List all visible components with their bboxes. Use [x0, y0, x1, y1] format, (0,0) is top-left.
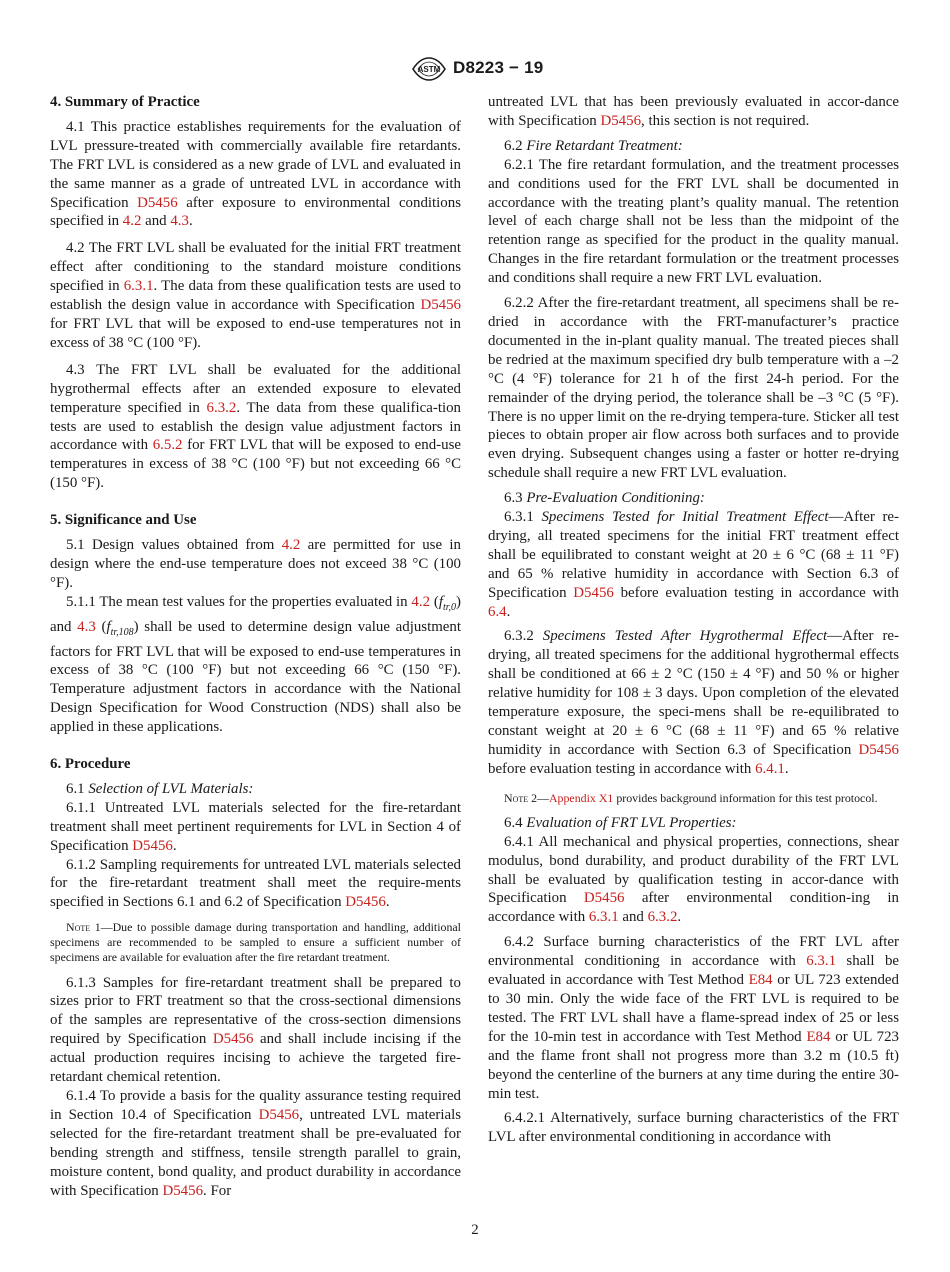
para-6-3: 6.3 Pre-Evaluation Conditioning:	[504, 490, 705, 507]
link-d5456[interactable]: D5456	[162, 1182, 204, 1199]
link-6-3-1[interactable]: 6.3.1	[806, 953, 837, 970]
note-2: Note 2—Appendix X1 provides background information for this test protocol.	[504, 790, 878, 805]
para-6-1-4: 6.1.4 To provide a basis for the quality assurance testing required in Section 10.4 of Specification D5456, untreated LVL materials selected for the fire-retardant treatment shall be pre-evaluated for bending strength and stiffness, tensile strength parallel to grain, moisture content, bond quality, and product durability in accordance with Specification D5456. For	[50, 1088, 461, 1199]
link-4-2[interactable]: 4.2	[281, 537, 301, 554]
para-6-4-2-1: 6.4.2.1 Alternatively, surface burning characteristics of the FRT LVL after environmental conditioning in accordance with	[488, 1110, 899, 1146]
para-4-1: 4.1 This practice establishes requirements for the evaluation of LVL pressure-treated with commercially available fire retardants. The FRT LVL is considered as a new grade of LVL and evaluated in the same manner as a grade of untreated LVL in accordance with Specification D5456 after exposure to environmental conditions specified in 4.2 and 4.3.	[50, 118, 461, 230]
link-6-4[interactable]: 6.4	[488, 603, 507, 620]
link-6-5-2[interactable]: 6.5.2	[152, 437, 183, 454]
link-d5456[interactable]: D5456	[132, 837, 173, 854]
section-4-heading: 4. Summary of Practice	[50, 94, 200, 110]
link-4-2[interactable]: 4.2	[411, 593, 431, 610]
page-number: 2	[471, 1222, 479, 1238]
para-5-1: 5.1 Design values obtained from 4.2 are permitted for use in design where the end-use temperature does not exceed 38 °C (100 °F).	[50, 537, 461, 591]
para-6-2: 6.2 Fire Retardant Treatment:	[504, 137, 683, 154]
link-6-4-1[interactable]: 6.4.1	[755, 760, 785, 777]
link-d5456[interactable]: D5456	[583, 890, 625, 907]
para-6-1-4-continued: untreated LVL that has been previously evaluated in accor-dance with Specification D5456, this section is not required.	[488, 94, 899, 129]
link-d5456[interactable]: D5456	[858, 741, 899, 758]
link-d5456[interactable]: D5456	[212, 1031, 254, 1048]
link-4-2[interactable]: 4.2	[122, 213, 142, 230]
link-appendix-x1[interactable]: Appendix X1	[548, 790, 614, 805]
section-6-heading: 6. Procedure	[50, 756, 131, 773]
para-6-2-1: 6.2.1 The fire retardant formulation, and the treatment processes and conditions used for the FRT LVL shall be documented in accordance with the treating plant’s quality manual. The retention level of each charge shall not be less than the midpoint of the retention range as specified for the product in the quality manual. Changes in the fire retardant formulation or the treatment processes and conditions shall require a new FRT LVL evaluation.	[488, 156, 899, 287]
link-4-3[interactable]: 4.3	[170, 213, 189, 230]
para-6-3-2: 6.3.2 Specimens Tested After Hygrothermal Effect—After re-drying, all treated specimens for the additional hygrothermal effects shall be conditioned at 66 ± 2 °C (150 ± 4 °F) and 50 % or higher relative humidity for 108 ± 3 days. Upon completion of the elevated temperature exposure, the speci-mens shall be re-equilibrated to constant weight at 20 ± 6 °C (68 ± 11 °F) and 65 % relative humidity in accordance with Section 6.3 of Specification D5456 before evaluation testing in accordance with 6.4.1.	[488, 628, 899, 777]
link-d5456[interactable]: D5456	[573, 584, 614, 601]
astm-logo-icon	[410, 56, 448, 82]
note-1: Note 1—Due to possible damage during transportation and handling, additional specimens are recommended to be sampled to ensure a sufficient number of specimens are available for evaluation after the fire retardant treatment.	[50, 920, 461, 965]
para-6-1-3: 6.1.3 Samples for fire-retardant treatment shall be prepared to sizes prior to FRT treatment so that the cross-sectional dimensions of the samples are representative of the cross-section dimensions required by Specification D5456 and shall include incising if the actual production requires incising to achieve the targeted fire-retardant chemical retention.	[50, 974, 461, 1086]
link-6-3-1[interactable]: 6.3.1	[588, 909, 619, 926]
link-e84[interactable]: E84	[748, 972, 773, 989]
link-d5456[interactable]: D5456	[345, 894, 386, 911]
link-4-3[interactable]: 4.3	[77, 618, 96, 635]
para-6-3-1: 6.3.1 Specimens Tested for Initial Treatment Effect—After re-drying, all treated specimens for the initial FRT treatment effect shall be equilibrated to constant weight at 20 ± 6 °C (68 ± 11 °F) and 65 % relative humidity in accordance with Section 6.3 of Specification D5456 before evaluation testing in accordance with 6.4.	[488, 509, 899, 620]
link-6-3-2[interactable]: 6.3.2	[647, 909, 678, 926]
document-designation: D8223 − 19	[453, 58, 544, 77]
logo-lettering: ASTM	[417, 65, 441, 74]
section-5-heading: 5. Significance and Use	[50, 512, 197, 529]
right-column	[488, 93, 899, 1147]
link-6-3-1[interactable]: 6.3.1	[123, 278, 154, 295]
page-header	[0, 56, 950, 86]
left-column	[50, 93, 461, 1200]
para-6-1-2: 6.1.2 Sampling requirements for untreated LVL materials selected for the fire-retardant treatment shall meet the require-ments specified in Sections 6.1 and 6.2 of Specification D5456.	[50, 856, 461, 911]
para-6-2-2: 6.2.2 After the fire-retardant treatment, all specimens shall be re-dried in accordance with the FRT-manufacturer’s practice documented in the in-plant quality manual. The treated pieces shall be redried at the maximum specified dry bulb temperature with a –2 °C (4 °F) tolerance for 21 h of the first 24-h period. For the remainder of the drying period, the tolerance shall be –3 °C (5 °F). There is no upper limit on the re-drying tempera-ture. Sticker all test pieces to obtain proper air flow across both surfaces and to provide even drying. Subsequent changes using a faster or hotter re-drying schedule shall require a new FRT LVL evaluation.	[488, 295, 899, 482]
para-6-1: 6.1 Selection of LVL Materials:	[66, 780, 254, 797]
para-4-3: 4.3 The FRT LVL shall be evaluated for the additional hygrothermal effects after an extended exposure to elevated temperature specified in 6.3.2. The data from these qualifica-tion tests are used to establish the design value adjustment factors in accordance with 6.5.2 for FRT LVL that will be exposed to end-use temperatures in excess of 38 °C (100 °F) but not exceeding 66 °C (150 °F).	[50, 361, 461, 492]
link-d5456[interactable]: D5456	[600, 112, 642, 129]
para-4-2: 4.2 The FRT LVL shall be evaluated for the initial FRT treatment effect after conditioning to the standard moisture conditions specified in 6.3.1. The data from these qualification tests are used to establish the design value in accordance with Specification D5456 for FRT LVL that will be exposed to end-use temperatures not in excess of 38 °C (100 °F).	[50, 240, 462, 351]
link-d5456[interactable]: D5456	[420, 297, 461, 314]
para-6-4: 6.4 Evaluation of FRT LVL Properties:	[504, 814, 737, 831]
link-d5456[interactable]: D5456	[137, 194, 178, 211]
para-6-4-2: 6.4.2 Surface burning characteristics of the FRT LVL after environmental conditioning in accordance with 6.3.1 shall be evaluated in accordance with Test Method E84 or UL 723 extended to 30 min. Only the wide face of the FRT LVL is required to be tested. The FRT LVL shall have a flame-spread index of 25 or less for the 10-min test in accordance with Test Method E84 or UL 723 and the flame front shall not progress more than 3.2 m (10.5 ft) beyond the centerline of the burners at any time during the entire 30-min test.	[488, 934, 899, 1102]
link-6-3-2[interactable]: 6.3.2	[206, 399, 237, 416]
para-6-4-1: 6.4.1 All mechanical and physical properties, connections, shear modulus, bond durability, and product durability of the FRT LVL shall be evaluated by qualification testing in accor-dance with Specification D5456 after environmental condition-ing in accordance with 6.3.1 and 6.3.2.	[488, 833, 899, 926]
link-d5456[interactable]: D5456	[258, 1106, 300, 1123]
para-6-1-1: 6.1.1 Untreated LVL materials selected for the fire-retardant treatment shall meet pertinent requirements for LVL in Section 4 of Specification D5456.	[50, 799, 461, 854]
link-e84[interactable]: E84	[806, 1028, 831, 1045]
para-5-1-1: 5.1.1 The mean test values for the properties evaluated in 4.2 $(f_{tr,0})$ and 4.3 $(f_{tr,108})$ shall be used to determine design value adjustment factors for FRT LVL that will be exposed to end-use temperatures in excess of 38 °C (100 °F) but not exceeding 66 °C (150 °F). Temperature adjustment factors in accordance with the National Design Specification for Wood Construction (NDS) shall also be applied in these applications.	[50, 593, 461, 736]
